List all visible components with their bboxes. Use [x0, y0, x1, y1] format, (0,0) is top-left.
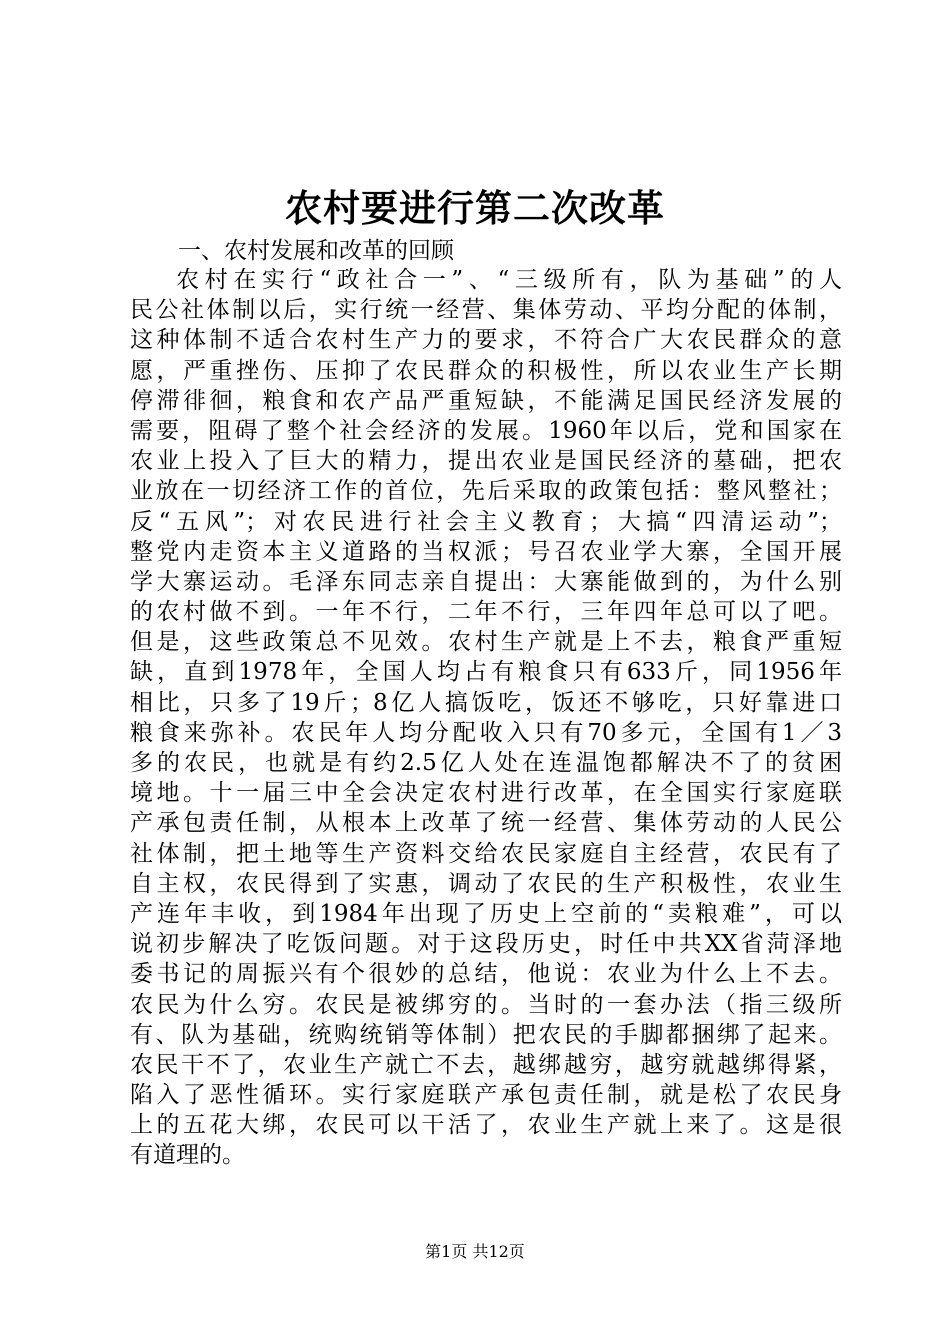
paragraph-line: 这种体制不适合农村生产力的要求，不符合广大农民群众的意 [130, 327, 842, 354]
paragraph-line: 反“五风”；对农民进行社会主义教育；大搞“四清运动”； [130, 508, 842, 535]
paragraph-line: 业放在一切经济工作的首位，先后采取的政策包括：整风整社； [130, 478, 842, 505]
paragraph-line: 需要，阻碍了整个社会经济的发展。1960年以后，党和国家在 [130, 417, 842, 444]
paragraph-line: 民公社体制以后，实行统一经营、集体劳动、平均分配的体制， [130, 297, 842, 324]
page-footer: 第1页 共12页 [425, 1242, 525, 1261]
paragraph-line: 委书记的周振兴有个很妙的总结，他说：农业为什么上不去。 [130, 961, 842, 988]
paragraph-line: 粮食来弥补。农民年人均分配收入只有70多元，全国有1／3 [130, 719, 842, 746]
paragraph-line: 有、队为基础，统购统销等体制）把农民的手脚都捆绑了起来。 [130, 1021, 842, 1048]
section-heading: 一、农村发展和改革的回顾 [178, 238, 454, 264]
paragraph-line: 停滞徘徊，粮食和农产品严重短缺，不能满足国民经济发展的 [130, 387, 842, 414]
paragraph-line: 农业上投入了巨大的精力，提出农业是国民经济的墓础，把农 [130, 448, 842, 475]
paragraph-line: 陷入了恶性循环。实行家庭联产承包责任制，就是松了农民身 [130, 1082, 842, 1109]
document-title: 农村要进行第二次改革 [285, 186, 665, 230]
paragraph-line: 愿，严重挫伤、压抑了农民群众的积极性，所以农业生产长期 [130, 357, 842, 384]
paragraph-line: 社体制，把土地等生产资料交给农民家庭自主经营，农民有了 [130, 840, 842, 867]
paragraph-line: 说初步解决了吃饭问题。对于这段历史，时任中共XX省菏泽地 [130, 931, 842, 958]
paragraph-line: 的农村做不到。一年不行，二年不行，三年四年总可以了吧。 [130, 599, 842, 626]
paragraph-line: 境地。十一届三中全会决定农村进行改革，在全国实行家庭联 [130, 780, 842, 807]
paragraph-line: 农民为什么穷。农民是被绑穷的。当时的一套办法（指三级所 [130, 991, 842, 1018]
paragraph-line: 相比，只多了19斤；8亿人搞饭吃，饭还不够吃，只好靠进口 [130, 689, 842, 716]
paragraph-line: 但是，这些政策总不见效。农村生产就是上不去，粮食严重短 [130, 629, 842, 656]
paragraph-line: 产承包责任制，从根本上改革了统一经营、集体劳动的人民公 [130, 810, 842, 837]
paragraph-line: 产连年丰收，到1984年出现了历史上空前的“卖粮难”，可以 [130, 900, 842, 927]
paragraph-line: 农村在实行“政社合一”、“三级所有，队为基础”的人 [176, 267, 842, 293]
paragraph-line: 整党内走资本主义道路的当权派；号召农业学大寨，全国开展 [130, 538, 842, 565]
paragraph-line: 自主权，农民得到了实惠，调动了农民的生产积极性，农业生 [130, 870, 842, 897]
paragraph-line: 上的五花大绑，农民可以干活了，农业生产就上来了。这是很 [130, 1112, 842, 1139]
paragraph-line: 有道理的。 [130, 1142, 245, 1169]
paragraph-line: 缺，直到1978年，全国人均占有粮食只有633斤，同1956年 [130, 659, 842, 686]
paragraph-line: 多的农民，也就是有约2.5亿人处在连温饱都解决不了的贫困 [130, 750, 842, 776]
paragraph-line: 学大寨运动。毛泽东同志亲自提出：大寨能做到的，为什么别 [130, 568, 842, 595]
paragraph-line: 农民干不了，农业生产就亡不去，越绑越穷，越穷就越绑得紧， [130, 1051, 842, 1078]
body-paragraph [130, 265, 842, 1171]
